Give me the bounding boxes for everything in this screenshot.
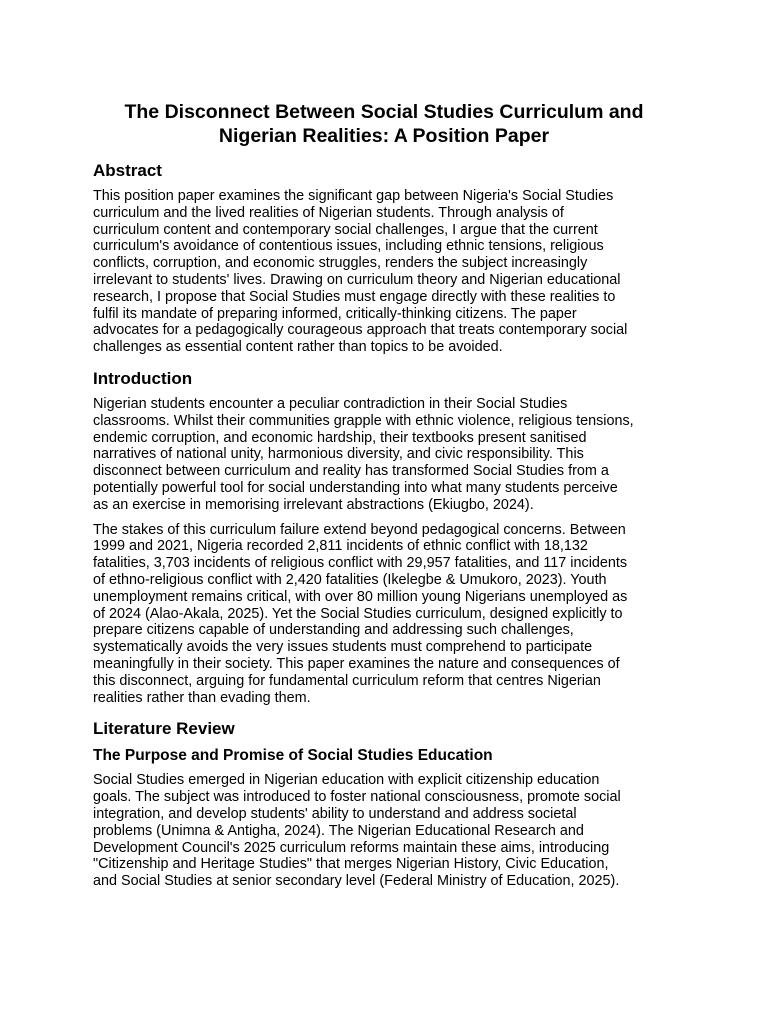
abstract-heading: Abstract — [93, 161, 162, 180]
abstract-text: This position paper examines the significant gap between Nigeria's Social Studies curriculum and the lived realities of Nigerian students. Through analysis of curriculum content and contemporary social challenges, I argue that the current curriculum's avoidance of contentious issues, including ethnic tensions, religious conflicts, corruption, and economic struggles, renders the subject increasingly irrelevant to students' lives. Drawing on curriculum theory and Nigerian educational research, I propose that Social Studies must engage directly with these realities to fulfil its mandate of preparing informed, critically-thinking citizens. The paper advocates for a pedagogically courageous approach that treats contemporary social challenges as essential content rather than topics to be avoided. — [93, 188, 628, 356]
introduction-paragraph-1: Nigerian students encounter a peculiar contradiction in their Social Studies classrooms. Whilst their communities grapple with ethnic violence, religious tensions, endemic corruption, and economic hardship, their textbooks present sanitised narratives of national unity, harmonious diversity, and civic responsibility. This disconnect between curriculum and reality has transformed Social Studies from a potentially powerful tool for social understanding into what many students perceive as an exercise in memorising irrelevant abstractions (Ekiugbo, 2024). — [93, 395, 634, 513]
literature-review-subheading: The Purpose and Promise of Social Studies Education — [93, 747, 493, 765]
paper-title: The Disconnect Between Social Studies Curriculum and Nigerian Realities: A Position Paper — [124, 101, 644, 147]
literature-review-paragraph-1: Social Studies emerged in Nigerian education with explicit citizenship education goals. The subject was introduced to foster national consciousness, promote social integration, and develop students' ability to understand and address societal problems (Unimna & Antigha, 2024). The Nigerian Educational Research and Development Council's 2025 curriculum reforms maintain these aims, introducing "Citizenship and Heritage Studies" that merges Nigerian History, Civic Education, and Social Studies at senior secondary level (Federal Ministry of Education, 2025). — [93, 772, 621, 890]
introduction-heading: Introduction — [93, 368, 193, 388]
literature-review-heading: Literature Review — [93, 719, 235, 739]
introduction-paragraph-2: The stakes of this curriculum failure extend beyond pedagogical concerns. Between 1999 and 2021, Nigeria recorded 2,811 incidents of ethnic conflict with 18,132 fatalities, 3,703 incidents of religious conflict with 29,957 fatalities, and 117 incidents of ethno-religious conflict with 2,420 fatalities (Ikelegbe & Umukoro, 2023). Youth unemployment remains critical, with over 80 million young Nigerians unemployed as of 2024 (Alao-Akala, 2025). Yet the Social Studies curriculum, designed explicitly to prepare citizens capable of understanding and addressing such challenges, systematically avoids the very issues students must comprehend to participate meaningfully in their society. This paper examines the nature and consequences of this disconnect, arguing for fundamental curriculum reform that centres Nigerian realities rather than evading them. — [93, 521, 628, 706]
